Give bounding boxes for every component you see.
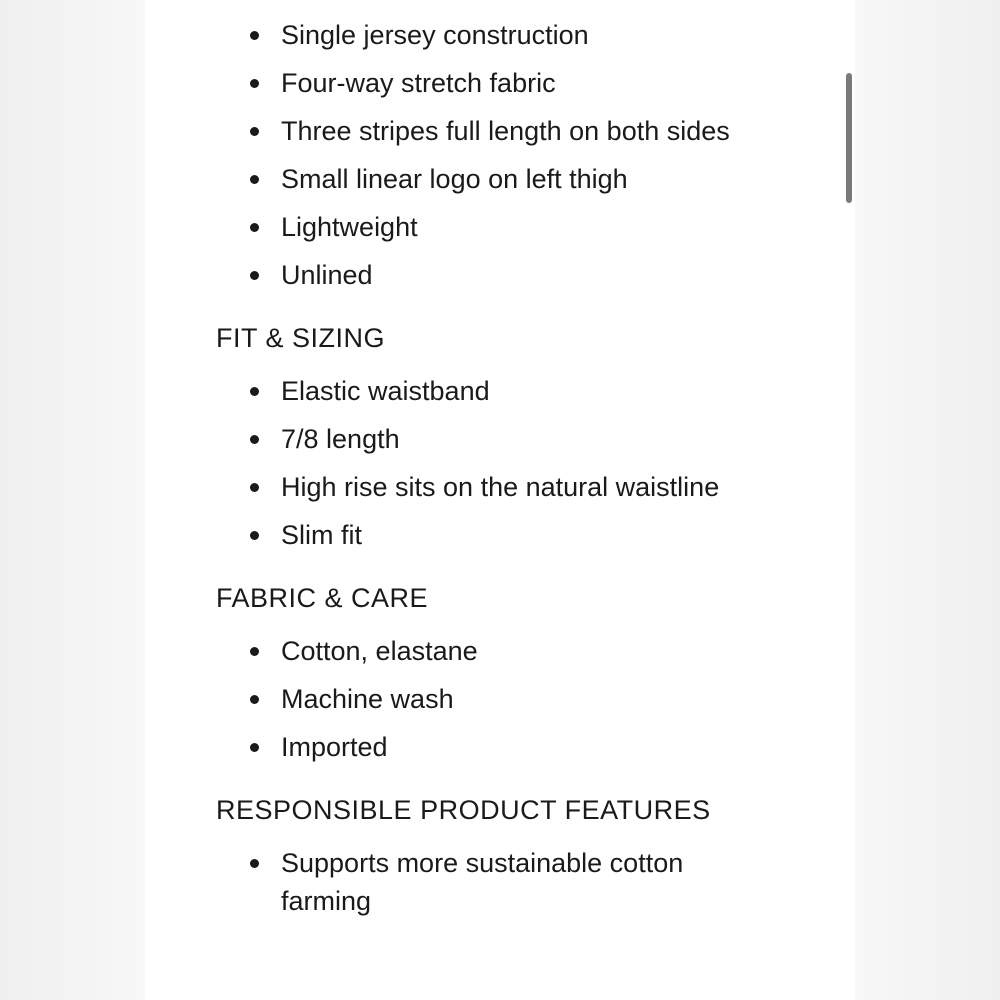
list-item [216,844,761,920]
bullet-list [216,632,816,766]
list-item [216,256,816,294]
list-item [216,728,816,766]
bullet-list [216,16,816,294]
list-item [216,468,816,506]
list-item-text: Unlined [281,260,373,290]
scrollbar-thumb[interactable] [846,73,852,203]
bullet-icon [250,743,259,752]
list-item-text: Elastic waistband [281,376,490,406]
bullet-icon [250,647,259,656]
section-title: RESPONSIBLE PRODUCT FEATURES [216,795,711,825]
section-title: FIT & SIZING [216,323,386,353]
list-item-text: Cotton, elastane [281,636,478,666]
list-item [216,632,816,670]
bullet-icon [250,435,259,444]
list-item [216,64,816,102]
bullet-icon [250,127,259,136]
bullet-icon [250,695,259,704]
list-item [216,160,816,198]
section-title [216,0,816,6]
section-fabric-care [216,574,816,766]
section-technologies-features [216,0,816,294]
bullet-list [216,372,816,554]
list-item-text: Single jersey construction [281,20,589,50]
background-right [850,0,1000,1000]
bullet-icon [250,79,259,88]
list-item-text: Slim fit [281,520,362,550]
section-fit-sizing [216,314,816,554]
section-title: FABRIC & CARE [216,583,429,613]
list-item-text: Four-way stretch fabric [281,68,556,98]
bullet-icon [250,31,259,40]
bullet-icon [250,271,259,280]
list-item-text: 7/8 length [281,424,400,454]
bullet-icon [250,859,259,868]
list-item-text: Lightweight [281,212,418,242]
list-item [216,680,816,718]
list-item [216,208,816,246]
bullet-icon [250,531,259,540]
list-item [216,516,816,554]
list-item-text: Supports more sustainable cotton farming [281,848,684,916]
list-item-text: Machine wash [281,684,454,714]
list-item [216,16,816,54]
background-left [0,0,150,1000]
product-details-content [216,0,816,920]
bullet-icon [250,223,259,232]
list-item-text: High rise sits on the natural waistline [281,472,720,502]
section-responsible-product-features [216,786,816,920]
bullet-icon [250,483,259,492]
bullet-icon [250,387,259,396]
list-item [216,112,736,150]
list-item [216,420,816,458]
list-item-text: Small linear logo on left thigh [281,164,628,194]
list-item-text: Imported [281,732,388,762]
bullet-list [216,844,816,920]
list-item [216,372,816,410]
list-item-text: Three stripes full length on both sides [281,116,730,146]
bullet-icon [250,175,259,184]
product-details-panel [145,0,855,1000]
